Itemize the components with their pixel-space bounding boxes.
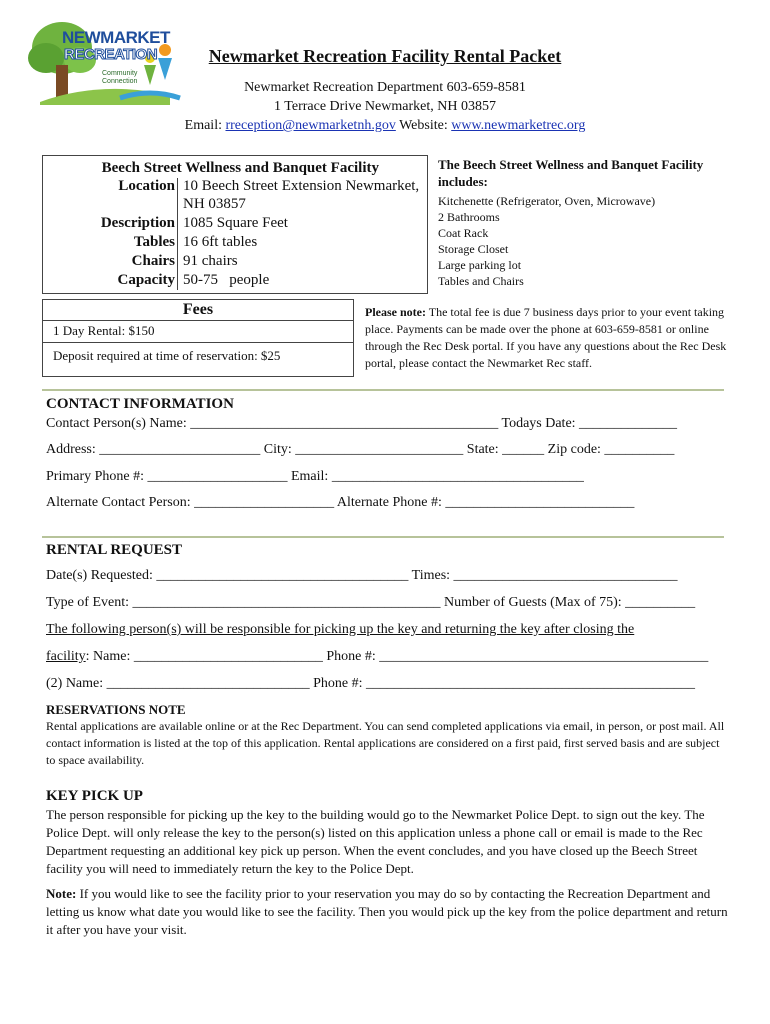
note-text: The total fee is due 7 business days prior to your event taking place. Payments can be made over the phone at 603-659-8581 or online through the Rec Desk portal. If you have any questions about the Rec Desk portal, please contact the Newmarket Rec staff. — [365, 305, 727, 370]
facility-title: Beech Street Wellness and Banquet Facility — [101, 160, 379, 176]
fees-title: Fees — [182, 301, 214, 318]
email-label: Email: — [184, 118, 226, 133]
list-item: Coat Rack — [438, 226, 489, 240]
key-responsibility-line: The following person(s) will be responsible for picking up the key and returning the key after closing the — [46, 622, 635, 637]
department-address: 1 Terrace Drive Newmarket, NH 03857 — [274, 99, 496, 114]
key-note — [46, 885, 728, 939]
page-title: Newmarket Recreation Facility Rental Packet — [208, 46, 562, 66]
website-label: Website: — [395, 118, 452, 133]
description-label: Description — [100, 215, 175, 231]
email-link[interactable]: rreception@newmarketnh.gov — [225, 118, 396, 133]
chairs-value: 91 chairs — [183, 253, 238, 269]
location-value: 10 Beech Street Extension Newmarket, — [183, 178, 420, 194]
list-item: Kitchenette (Refrigerator, Oven, Microwave) — [438, 194, 656, 208]
facility-divider — [177, 178, 178, 290]
tables-value: 16 6ft tables — [183, 234, 258, 250]
event-type-line[interactable]: Type of Event: ____________________________________________ Number of Guests (Max of 75): __________ — [46, 595, 696, 610]
note-label: Please note: — [365, 305, 426, 319]
department-phone: Newmarket Recreation Department 603-659-8581 — [244, 80, 526, 95]
capacity-label: Capacity — [117, 272, 175, 288]
list-item: Tables and Chairs — [438, 274, 524, 288]
list-item: Storage Closet — [438, 242, 509, 256]
fees-box — [42, 299, 354, 377]
logo-text-top: NEWMARKET — [62, 28, 170, 47]
logo-text-mid: RECREATION — [64, 46, 158, 63]
description-value: 1085 Square Feet — [183, 215, 288, 231]
key-person-1-line[interactable] — [46, 649, 708, 665]
phone-email-line[interactable]: Primary Phone #: ____________________ Email: ____________________________________ — [46, 469, 584, 484]
key-note-text: If you would like to see the facility prior to your reservation you may do so by contacting the Recreation Department and letting us know what date you would like to see the facility. Then you would pick up the key from the police department and return it after you have your visit. — [46, 886, 728, 937]
list-item: 2 Bathrooms — [438, 210, 500, 224]
key-person-2-line[interactable]: (2) Name: _____________________________ Phone #: _______________________________________________ — [46, 676, 696, 691]
contact-heading: CONTACT INFORMATION — [46, 396, 234, 412]
logo-text-small: Community Connection — [102, 70, 138, 85]
website-link[interactable]: www.newmarketrec.org — [451, 118, 586, 133]
address-line[interactable]: Address: _______________________ City: ________________________ State: ______ Zip code: __________ — [46, 442, 675, 457]
dates-times-line[interactable]: Date(s) Requested: ____________________________________ Times: ________________________________ — [46, 568, 678, 583]
contact-line — [0, 118, 770, 134]
facility-word: facility — [46, 649, 86, 664]
capacity-value: 50-75 people — [183, 272, 270, 288]
payment-note — [365, 304, 730, 372]
location-label: Location — [118, 178, 175, 194]
key-heading: KEY PICK UP — [46, 788, 143, 804]
includes-list — [438, 193, 655, 289]
alternate-contact-line[interactable]: Alternate Contact Person: ____________________ Alternate Phone #: ___________________________ — [46, 495, 635, 510]
key-text: The person responsible for picking up the key to the building would go to the Newmarket Police Dept. to sign out the key. The Police Dept. will only release the key to the person(s) listed on this application unless a phone call or email is made to the Rec Department requesting an additional key pick up person. When the event concludes, and you have closed up the Beech Street facility you will need to immediately return the key to the Police Dept. — [46, 807, 705, 876]
reservations-text: Rental applications are available online or at the Rec Department. You can send completed applications via email, in person, or post mail. All contact information is listed at the top of this application. Rental applications are considered on a first paid, first served basis and are subject to space availability. — [46, 719, 725, 767]
section-divider — [42, 389, 724, 391]
rental-heading: RENTAL REQUEST — [46, 542, 183, 558]
facility-info-box — [42, 155, 428, 294]
includes-title: The Beech Street Wellness and Banquet Facility includes: — [438, 157, 704, 189]
location-value-2: NH 03857 — [183, 196, 246, 212]
key-note-label: Note: — [46, 886, 77, 901]
tables-label: Tables — [133, 234, 175, 250]
fees-divider-2 — [43, 342, 353, 343]
fees-divider — [43, 320, 353, 321]
chairs-label: Chairs — [131, 253, 175, 269]
key-person-1-fields[interactable]: : Name: ___________________________ Phone #: _______________________________________________ — [85, 649, 709, 664]
fees-rental: 1 Day Rental: $150 — [53, 323, 155, 338]
section-divider — [42, 536, 724, 538]
reservations-heading: RESERVATIONS NOTE — [46, 702, 186, 717]
list-item: Large parking lot — [438, 258, 522, 272]
contact-name-line[interactable]: Contact Person(s) Name: ____________________________________________ Todays Date: ______________ — [46, 416, 678, 431]
fees-deposit: Deposit required at time of reservation: $25 — [53, 348, 281, 363]
